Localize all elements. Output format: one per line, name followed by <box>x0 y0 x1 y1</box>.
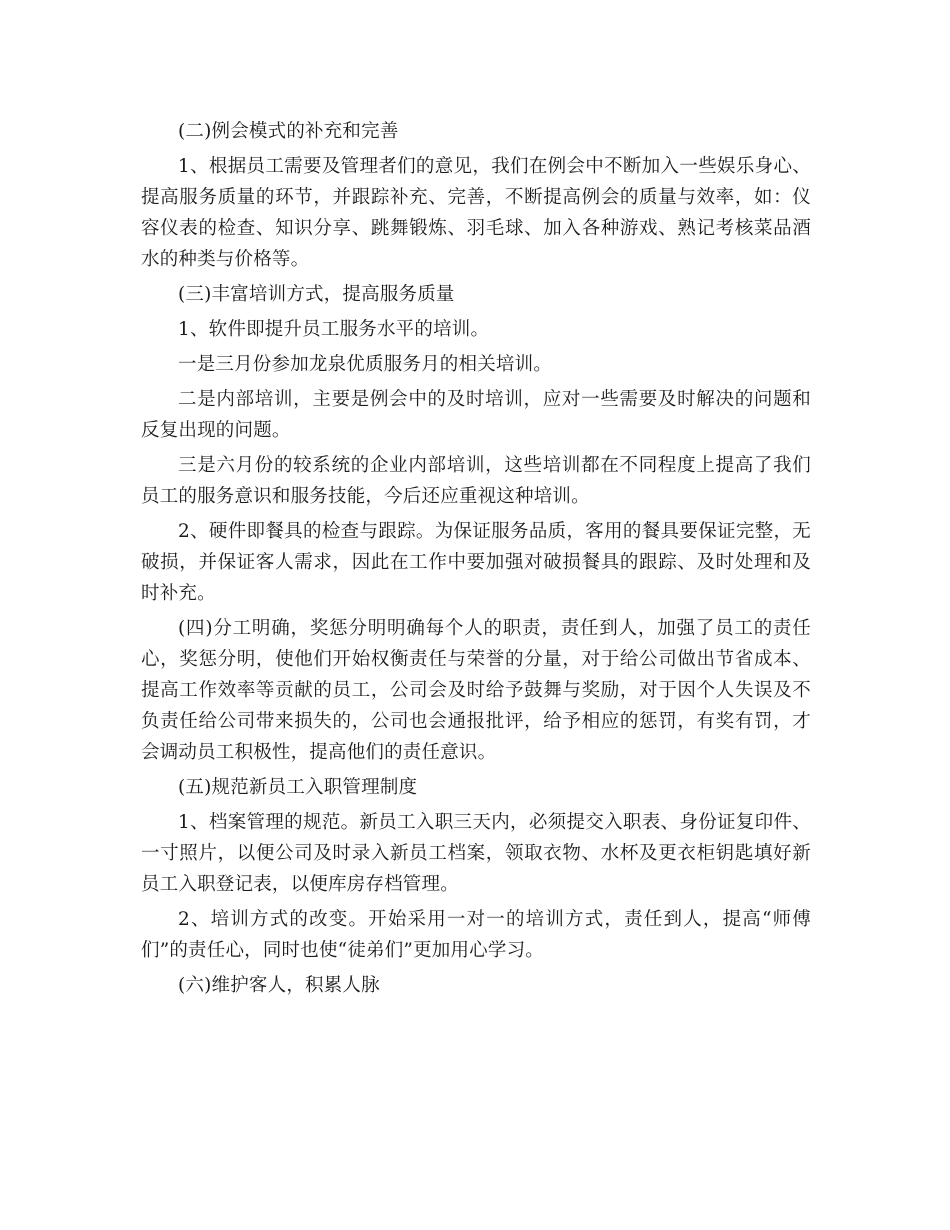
paragraph-training-three: 三是六月份的较系统的企业内部培训，这些培训都在不同程度上提高了我们员工的服务意识和服务技能，今后还应重视这种培训。 <box>141 455 811 507</box>
paragraph-training-one: 一是三月份参加龙泉优质服务月的相关培训。 <box>178 354 553 375</box>
paragraph-meeting-improvement: 1、根据员工需要及管理者们的意见，我们在例会中不断加入一些娱乐身心、提高服务质量的环节，并跟踪补充、完善，不断提高例会的质量与效率，如：仪容仪表的检查、知识分享、跳舞锻炼、羽毛球、加入各种游戏、熟记考核菜品酒水的种类与价格等。 <box>141 156 811 270</box>
paragraph-archive-management: 1、档案管理的规范。新员工入职三天内，必须提交入职表、身份证复印件、一寸照片，以便公司及时录入新员工档案，领取衣物、水杯及更衣柜钥匙填好新员工入职登记表，以便库房存档管理。 <box>141 812 811 895</box>
paragraph-software-training: 1、软件即提升员工服务水平的培训。 <box>178 319 490 340</box>
section-heading-5: (五)规范新员工入职管理制度 <box>178 777 418 798</box>
paragraph-training-method: 2、培训方式的改变。开始采用一对一的培训方式，责任到人，提高“师傅们”的责任心，同时也使“徒弟们”更加用心学习。 <box>141 909 811 961</box>
section-heading-3: (三)丰富培训方式，提高服务质量 <box>178 284 455 305</box>
section-heading-6: (六)维护客人，积累人脉 <box>178 975 380 996</box>
section-heading-4: (四)分工明确，奖惩分明明确每个人的职责，责任到人，加强了员工的责任心，奖惩分明，使他们开始权衡责任与荣誉的分量，对于给公司做出节省成本、提高工作效率等贡献的员工，公司会及时给予鼓舞与奖励，对于因个人失误及不负责任给公司带来损失的，公司也会通报批评，给予相应的惩罚，有奖有罚，才会调动员工积极性，提高他们的责任意识。 <box>141 618 811 763</box>
section-heading-2: (二)例会模式的补充和完善 <box>178 121 399 142</box>
paragraph-training-two: 二是内部培训，主要是例会中的及时培训，应对一些需要及时解决的问题和反复出现的问题。 <box>141 389 811 441</box>
paragraph-hardware-tableware: 2、硬件即餐具的检查与跟踪。为保证服务品质，客用的餐具要保证完整，无破损，并保证客人需求，因此在工作中要加强对破损餐具的跟踪、及时处理和及时补充。 <box>141 521 811 604</box>
document-page <box>141 116 811 1005</box>
